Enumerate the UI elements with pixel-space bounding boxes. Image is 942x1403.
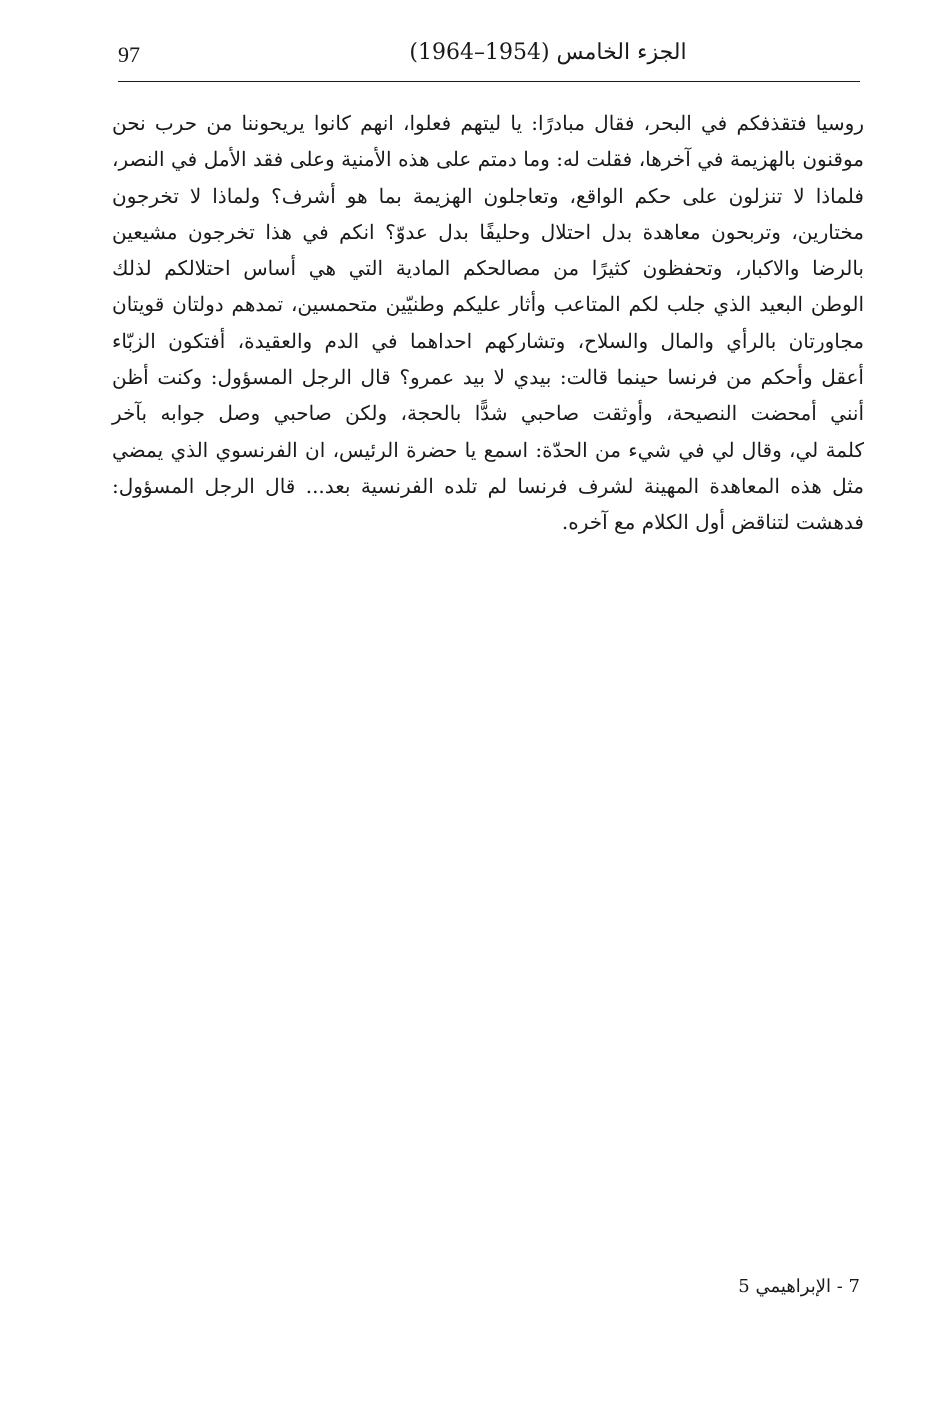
text-line: فلماذا لا تنزلون على حكم الواقع، وتعاجلون الهزيمة بما هو أشرف؟ ولماذا لا تخرجون bbox=[112, 183, 864, 208]
page-number: 97 bbox=[118, 42, 140, 67]
text-line: مثل هذه المعاهدة المهينة لشرف فرنسا لم تلده الفرنسية بعد... قال الرجل المسؤول: bbox=[112, 473, 864, 498]
page-header bbox=[118, 38, 860, 82]
text-line: أعقل وأحكم من فرنسا حينما قالت: بيدي لا بيد عمرو؟ قال الرجل المسؤول: وكنت أظن bbox=[112, 365, 864, 390]
text-line: أنني أمحضت النصيحة، وأوثقت صاحبي شدًّا بالحجة، ولكن صاحبي وصل جوابه بآخر bbox=[112, 401, 864, 426]
text-line: فدهشت لتناقض أول الكلام مع آخره. bbox=[561, 510, 864, 535]
signature-mark: 7 - الإبراهيمي 5 bbox=[738, 1276, 860, 1297]
text-line: مختارين، وتربحون معاهدة بدل احتلال وحليفًا بدل عدوّ؟ انكم في هذا تخرجون مشيعين bbox=[112, 219, 864, 244]
text-line: موقنون بالهزيمة في آخرها، فقلت له: وما دمتم على هذه الأمنية وعلى فقد الأمل في النصر، bbox=[112, 147, 864, 172]
text-line: روسيا فتقذفكم في البحر، فقال مبادرًا: يا ليتهم فعلوا، انهم كانوا يريحوننا من حرب نحن bbox=[112, 111, 864, 135]
text-line: كلمة لي، وقال لي في شيء من الحدّة: اسمع يا حضرة الرئيس، ان الفرنسوي الذي يمضي bbox=[112, 437, 864, 462]
text-line: بالرضا والاكبار، وتحفظون كثيرًا من مصالحكم المادية التي هي أساس احتلالكم لذلك bbox=[112, 256, 864, 281]
text-line: مجاورتان بالرأي والمال والسلاح، وتشاركهم احداهما في الدم والعقيدة، أفتكون الزبّاء bbox=[112, 328, 864, 353]
header-rule bbox=[118, 81, 860, 82]
text-line: الوطن البعيد الذي جلب لكم المتاعب وأثار عليكم وطنيّين متحمسين، تمدهم دولتان قويتان bbox=[112, 292, 864, 317]
running-title: الجزء الخامس (1954–1964) bbox=[409, 40, 687, 65]
body-text bbox=[112, 105, 864, 541]
